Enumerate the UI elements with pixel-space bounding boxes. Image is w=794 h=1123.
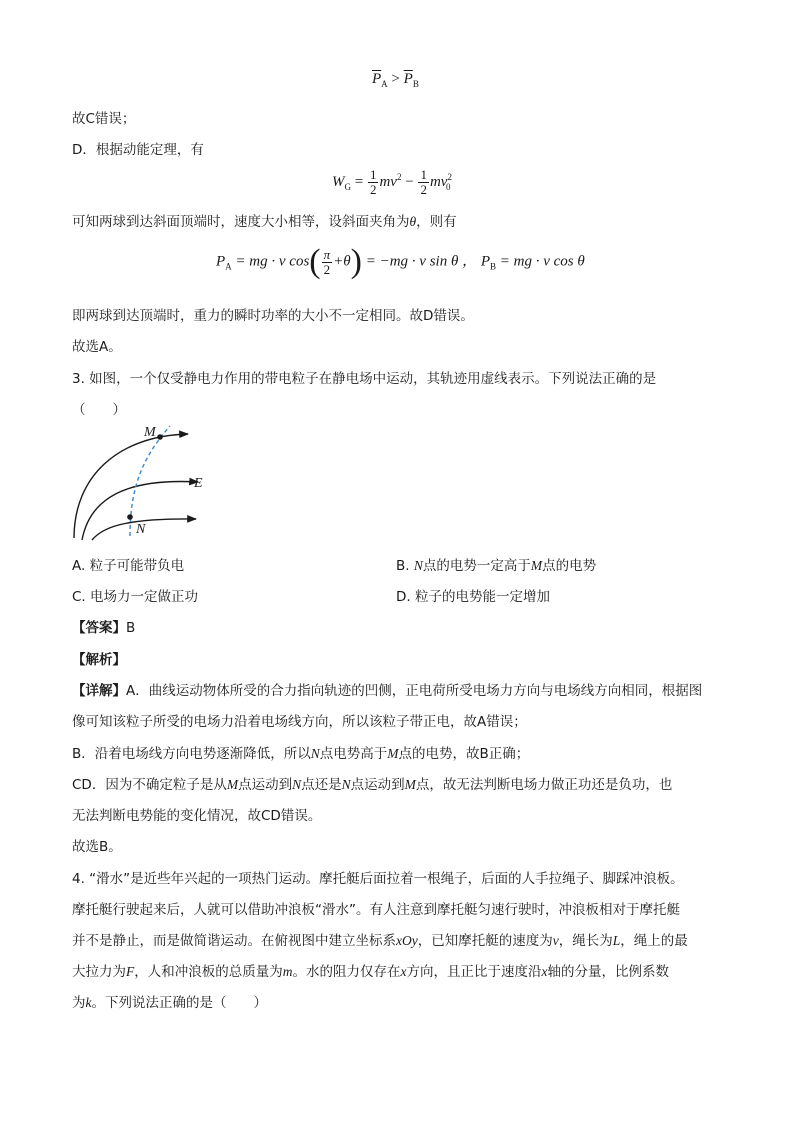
q3-paren: （ ） bbox=[72, 402, 126, 418]
x-symbol: x bbox=[541, 964, 548, 979]
wg-symbol: W bbox=[332, 173, 345, 190]
point-m bbox=[157, 434, 163, 440]
k-symbol: k bbox=[85, 995, 92, 1010]
q3-option-b bbox=[396, 557, 596, 575]
square-sup: 2 bbox=[447, 171, 452, 182]
text: 点运动到 bbox=[238, 777, 293, 793]
line-d-conclusion: 即两球到达顶端时，重力的瞬时功率的大小不一定相同。故D错误。 bbox=[72, 308, 474, 324]
q3-choose: 故选B。 bbox=[72, 839, 122, 855]
q3-detail-line-2: 像可知该粒子所受的电场力沿着电场线方向，所以该粒子带正电，故A错误； bbox=[72, 714, 527, 730]
text: 点运动到 bbox=[350, 777, 405, 793]
q3-option-a: A. 粒子可能带负电 bbox=[72, 558, 185, 574]
text: 点的电势一定高于 bbox=[422, 558, 531, 574]
label-e: E bbox=[194, 476, 203, 491]
pi-over-2 bbox=[322, 248, 333, 277]
text: ，绳上的最 bbox=[620, 933, 688, 949]
q3-option-c: C. 电场力一定做正功 bbox=[72, 589, 199, 605]
q4-line-2: 摩托艇行驶起来后，人就可以借助冲浪板“滑水”。有人注意到摩托艇匀速行驶时，冲浪板相对于摩托艇 bbox=[72, 902, 680, 918]
m-symbol: M bbox=[404, 777, 416, 792]
wg-sub: G bbox=[344, 181, 351, 192]
pa-sub: A bbox=[381, 79, 388, 89]
text: 。水的阻力仅存在 bbox=[292, 964, 401, 980]
q3-field-figure bbox=[66, 418, 216, 548]
pb-sub: B bbox=[412, 79, 419, 89]
text: 并不是静止，而是做简谐运动。在俯视图中建立坐标系 bbox=[72, 933, 396, 949]
frac-den: 2 bbox=[369, 182, 377, 197]
text: B. bbox=[396, 558, 414, 574]
text: CD．因为不确定粒子是从 bbox=[72, 777, 227, 793]
pa-symbol: P bbox=[216, 253, 226, 270]
text: 点还是 bbox=[301, 777, 342, 793]
frac-num: π bbox=[323, 246, 331, 262]
eq-sign: = bbox=[354, 173, 364, 190]
m-symbol: M bbox=[387, 746, 399, 761]
answer-value: B bbox=[126, 620, 136, 636]
label-m: M bbox=[144, 425, 156, 440]
gt-sign: > bbox=[391, 71, 400, 87]
text: 轴的分量，比例系数 bbox=[547, 964, 669, 980]
text: 可知两球到达斜面顶端时，速度大小相等，设斜面夹角为 bbox=[72, 214, 410, 230]
q4-line-1: 4. “滑水”是近些年兴起的一项热门运动。摩托艇后面拉着一根绳子，后面的人手拉绳子、脚踩冲浪板。 bbox=[72, 871, 684, 887]
v-symbol: v bbox=[552, 933, 559, 948]
pb-symbol: P bbox=[480, 253, 490, 270]
text: 。下列说法正确的是（ ） bbox=[91, 995, 267, 1011]
text: 为 bbox=[72, 995, 86, 1011]
frac-num: 1 bbox=[420, 167, 427, 182]
line-choose-a: 故选A。 bbox=[72, 339, 122, 355]
mv0-term: mv bbox=[429, 173, 448, 190]
q3-answer bbox=[72, 619, 135, 637]
q4-line-5 bbox=[72, 994, 267, 1012]
formula-work-energy bbox=[332, 168, 450, 197]
l-symbol: L bbox=[612, 933, 621, 948]
q4-line-4 bbox=[72, 963, 669, 981]
frac-den: 2 bbox=[323, 261, 331, 277]
q3-detail-line-1 bbox=[72, 682, 702, 700]
text: 点电势高于 bbox=[319, 746, 388, 762]
q3-detail-line-3 bbox=[72, 745, 529, 763]
plus-theta: +θ bbox=[333, 253, 351, 270]
n-symbol: N bbox=[413, 558, 423, 573]
frac-den: 2 bbox=[420, 182, 427, 197]
q3-stem: 3. 如图，一个仅受静电力作用的带电粒子在静电场中运动，其轨迹用虚线表示。下列说法正确的是 bbox=[72, 371, 657, 387]
n-symbol: N bbox=[341, 777, 351, 792]
text: 方向，且正比于速度沿 bbox=[406, 964, 542, 980]
pa-sub: A bbox=[225, 261, 232, 272]
m-symbol: m bbox=[282, 964, 293, 979]
point-n bbox=[127, 514, 133, 520]
mv-term: mv bbox=[379, 173, 397, 190]
n-symbol: N bbox=[310, 746, 320, 761]
zero-sub: 0 bbox=[445, 181, 451, 192]
half-fraction-1 bbox=[368, 168, 379, 197]
q3-detail-line-4 bbox=[72, 776, 672, 794]
detail-tag: 【详解】 bbox=[72, 683, 126, 699]
theta-symbol: θ bbox=[409, 214, 417, 229]
text: ，绳长为 bbox=[558, 933, 613, 949]
answer-tag: 【答案】 bbox=[72, 620, 126, 636]
pa-result: = −mg · v sin θ ， bbox=[365, 253, 478, 270]
text: 点的电势 bbox=[542, 558, 597, 574]
q3-analysis-tag: 【解析】 bbox=[72, 652, 126, 668]
square-sup: 2 bbox=[396, 171, 402, 182]
q3-detail-line-5: 无法判断电势能的变化情况，故CD错误。 bbox=[72, 808, 322, 824]
minus-sign: − bbox=[405, 173, 414, 190]
text: 点，故无法判断电场力做正功还是负功，也 bbox=[415, 777, 673, 793]
text: A．曲线运动物体所受的合力指向轨迹的凹侧，正电荷所受电场力方向与电场线方向相同，根据图 bbox=[126, 683, 703, 699]
text: 点的电势，故B正确； bbox=[398, 746, 530, 762]
formula-pa-gt-pb bbox=[372, 71, 419, 89]
pb-sub: B bbox=[489, 261, 496, 272]
line-angle bbox=[72, 213, 457, 231]
f-symbol: F bbox=[126, 964, 135, 979]
m-symbol: M bbox=[530, 558, 543, 573]
text: ，已知摩托艇的速度为 bbox=[417, 933, 553, 949]
pb-expression: = mg · v cos θ bbox=[499, 253, 585, 270]
text: ，人和冲浪板的总质量为 bbox=[134, 964, 283, 980]
text: B．沿着电场线方向电势逐渐降低，所以 bbox=[72, 746, 311, 762]
pa-symbol: $\overline{P}$ bbox=[372, 71, 382, 87]
q4-line-3 bbox=[72, 932, 688, 950]
xoy-symbol: xOy bbox=[396, 933, 418, 948]
left-paren: ( bbox=[309, 243, 321, 280]
q3-option-d: D. 粒子的电势能一定增加 bbox=[396, 589, 550, 605]
text: 大拉力为 bbox=[72, 964, 126, 980]
m-symbol: M bbox=[226, 777, 239, 792]
n-symbol: N bbox=[292, 777, 302, 792]
label-n: N bbox=[136, 522, 146, 537]
formula-power bbox=[216, 245, 585, 279]
half-fraction-2 bbox=[418, 168, 429, 197]
right-paren: ) bbox=[350, 243, 362, 280]
line-c-wrong: 故C错误； bbox=[72, 111, 136, 127]
pa-expression: = mg · v cos bbox=[235, 253, 310, 270]
line-d-intro: D．根据动能定理，有 bbox=[72, 142, 204, 158]
frac-num: 1 bbox=[369, 167, 377, 182]
x-symbol: x bbox=[400, 964, 407, 979]
text: ，则有 bbox=[416, 214, 457, 230]
pb-symbol: $\overline{P}$ bbox=[403, 71, 413, 87]
